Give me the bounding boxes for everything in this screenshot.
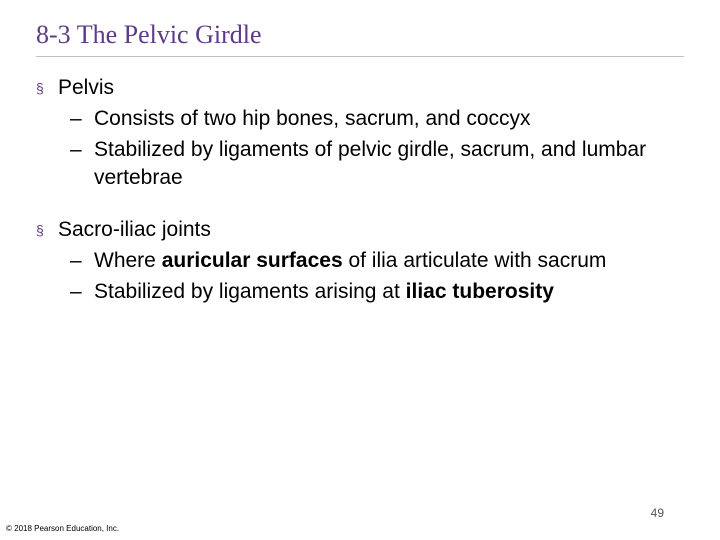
- sub-dash: –: [70, 249, 82, 272]
- sub-text: Consists of two hip bones, sacrum, and coccyx: [94, 107, 531, 130]
- bullet-marker: §: [36, 222, 44, 238]
- copyright-notice: © 2018 Pearson Education, Inc.: [6, 524, 120, 533]
- sub-bullet: [36, 278, 696, 306]
- sub-dash: –: [70, 107, 82, 130]
- sub-dash: –: [70, 138, 82, 161]
- sub-text-pre: Where: [94, 249, 162, 272]
- bullet-label: Pelvis: [58, 76, 115, 99]
- sub-text-pre: Stabilized by ligaments arising at: [94, 280, 406, 303]
- sub-bullet: [36, 247, 696, 275]
- bullet-marker: §: [36, 80, 44, 96]
- bullet-label: Sacro-iliac joints: [58, 218, 211, 241]
- key-term: auricular surfaces: [161, 249, 343, 272]
- slide-content: [36, 74, 696, 306]
- slide-title: 8-3 The Pelvic Girdle: [36, 20, 262, 49]
- sub-bullet: [36, 105, 696, 133]
- bullet-sacroiliac-joints: [36, 216, 696, 244]
- sub-dash: –: [70, 280, 82, 303]
- sub-text-post: of ilia articulate with sacrum: [342, 249, 607, 272]
- title-divider: [36, 56, 684, 57]
- page-number: 49: [650, 506, 664, 520]
- sub-text: Stabilized by ligaments of pelvic girdle, sacrum, and lumbar vertebrae: [94, 138, 647, 189]
- bullet-pelvis: [36, 74, 696, 102]
- key-term: iliac tuberosity: [405, 280, 554, 303]
- sub-bullet: [36, 136, 696, 192]
